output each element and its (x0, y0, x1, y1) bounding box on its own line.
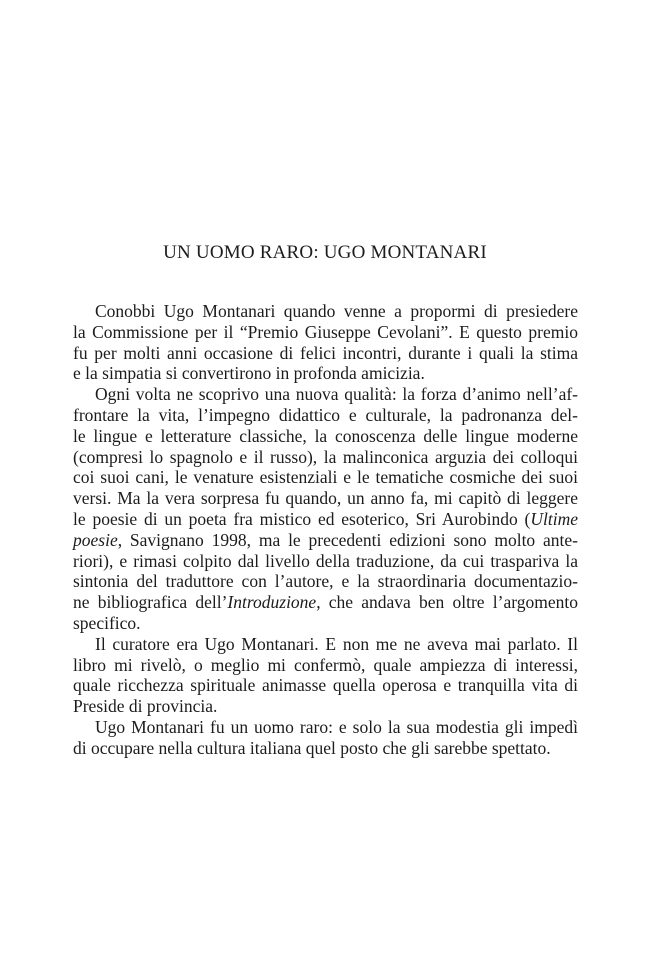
text-segment: fu per molti anni occasione di felici incontri, durante i quali la stima (73, 342, 578, 363)
text-segment: Il curatore era Ugo Montanari. E non me ne aveva mai parlato. Il (95, 633, 578, 654)
text-line (73, 509, 578, 530)
italic-text: Introduzione (227, 592, 317, 613)
text-segment: frontare la vita, l’impegno didattico e culturale, la padronanza del- (73, 404, 578, 425)
text-segment: le lingue e letterature classiche, la conoscenza delle lingue moderne (73, 425, 578, 446)
text-segment: quale ricchezza spirituale animasse quella operosa e tranquilla vita di (73, 675, 578, 696)
text-line (73, 696, 578, 717)
page-title: UN UOMO RARO: UGO MONTANARI (163, 242, 487, 263)
text-line (73, 717, 578, 738)
text-line (73, 488, 578, 509)
text-line (73, 530, 578, 551)
text-line (73, 426, 578, 447)
text-segment: ne bibliografica dell’ (73, 592, 228, 613)
text-line (73, 322, 578, 343)
paragraph (73, 634, 578, 717)
text-line (73, 384, 578, 405)
text-line (73, 571, 578, 592)
text-segment: specifico. (73, 612, 141, 633)
text-line (73, 738, 578, 759)
text-segment: coi suoi cani, le venature esistenziali e le tematiche cosmiche dei suoi (73, 467, 578, 488)
paragraph (73, 717, 578, 759)
text-segment: riori), e rimasi colpito dal livello della traduzione, da cui traspariva la (73, 550, 578, 571)
text-segment: Preside di provincia. (73, 696, 218, 717)
text-line (73, 343, 578, 364)
paragraph (73, 301, 578, 384)
text-segment: Ugo Montanari fu un uomo raro: e solo la sua modestia gli impedì (95, 716, 578, 737)
text-segment: Ogni volta ne scoprivo una nuova qualità: la forza d’animo nell’af- (95, 384, 578, 405)
text-line (73, 655, 578, 676)
italic-text: poesie (73, 529, 118, 550)
text-line (73, 301, 578, 322)
text-segment: , che andava ben oltre l’argomento (316, 592, 578, 613)
text-segment: (compresi lo spagnolo e il russo), la malinconica arguzia dei colloqui (73, 446, 578, 467)
text-line (73, 447, 578, 468)
text-line (73, 613, 578, 634)
text-segment: , Savignano 1998, ma le precedenti edizioni sono molto ante- (117, 529, 578, 550)
text-line (73, 675, 578, 696)
text-line (73, 405, 578, 426)
text-segment: libro mi rivelò, o meglio mi confermò, quale ampiezza di interessi, (73, 654, 578, 675)
text-line (73, 592, 578, 613)
text-segment: Conobbi Ugo Montanari quando venne a propormi di presiedere (95, 301, 578, 321)
italic-text: Ultime (530, 508, 578, 529)
text-line (73, 634, 578, 655)
body-text (73, 301, 578, 759)
text-segment: la Commissione per il “Premio Giuseppe Cevolani”. E questo premio (73, 321, 578, 342)
paragraph (73, 384, 578, 634)
text-segment: versi. Ma la vera sorpresa fu quando, un anno fa, mi capitò di leggere (73, 488, 578, 509)
text-segment: sintonia del traduttore con l’autore, e la straordinaria documentazio- (73, 571, 578, 592)
text-segment: e la simpatia si convertirono in profonda amicizia. (73, 363, 425, 384)
text-segment: di occupare nella cultura italiana quel posto che gli sarebbe spettato. (73, 737, 551, 758)
text-line (73, 363, 578, 384)
text-line (73, 551, 578, 572)
text-segment: le poesie di un poeta fra mistico ed esoterico, Sri Aurobindo ( (73, 508, 531, 529)
text-line (73, 467, 578, 488)
